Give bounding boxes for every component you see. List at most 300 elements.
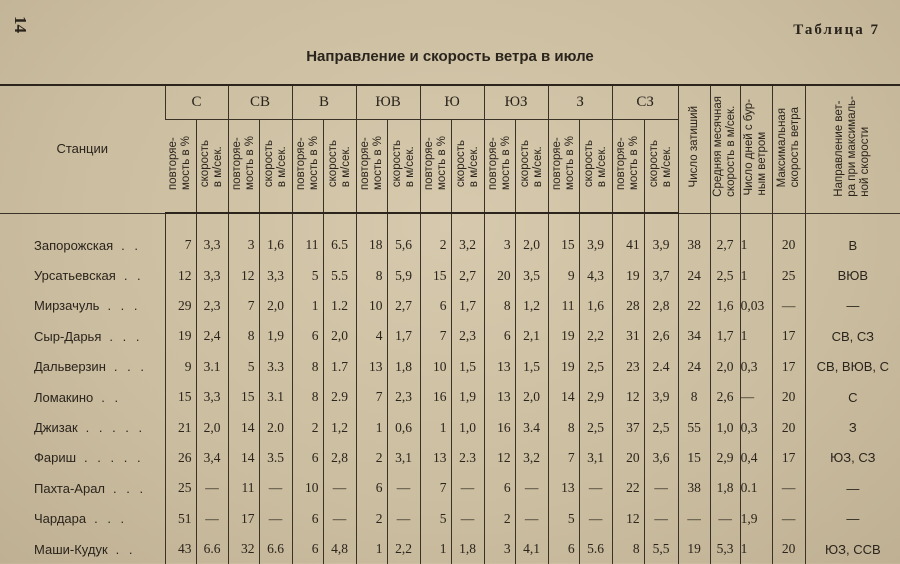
direction-header: СВ [228, 85, 292, 120]
station-name: Запорожская [34, 237, 114, 253]
speed-cell: 1,2 [515, 291, 548, 321]
max-speed-cell: 20 [772, 534, 805, 564]
frequency-cell: 22 [612, 473, 644, 503]
speed-cell: 1,5 [515, 352, 548, 382]
speed-cell: 1.2 [323, 291, 356, 321]
wind-table [0, 84, 900, 564]
storm-days-cell: 1 [740, 230, 772, 260]
speed-cell: 2.3 [451, 443, 484, 473]
frequency-cell: 32 [228, 534, 259, 564]
station-name: Чардара [34, 511, 87, 527]
frequency-cell: 10 [356, 291, 387, 321]
speed-cell: 1,9 [451, 382, 484, 412]
frequency-subheader: повторяе- мость в % [548, 120, 579, 214]
frequency-cell: 7 [165, 230, 196, 260]
mean-speed-header: Средняя месячная скорость в м/сек. [710, 85, 740, 213]
mean-speed-cell: 1,8 [710, 473, 740, 503]
frequency-cell: 8 [612, 534, 644, 564]
mean-speed-cell: 2,9 [710, 443, 740, 473]
table-row [0, 382, 900, 412]
speed-cell: 2,4 [196, 321, 228, 351]
calms-cell: 15 [678, 443, 710, 473]
station-cell [0, 443, 165, 473]
speed-cell: 1.7 [323, 352, 356, 382]
frequency-cell: 2 [484, 504, 515, 534]
station-name: Фариш [34, 450, 77, 466]
max-direction-cell: В [805, 230, 900, 260]
frequency-cell: 20 [612, 443, 644, 473]
table-row [0, 321, 900, 351]
leader-dots: . . [123, 268, 144, 284]
speed-cell: 1,0 [451, 412, 484, 442]
speed-cell: 2,0 [515, 230, 548, 260]
speed-cell: 1,8 [451, 534, 484, 564]
calms-cell: 22 [678, 291, 710, 321]
speed-cell: 3,4 [196, 443, 228, 473]
frequency-cell: 8 [292, 352, 323, 382]
frequency-subheader: повторяе- мость в % [165, 120, 196, 214]
leader-dots: . . . [94, 511, 128, 527]
speed-cell: 5,5 [644, 534, 678, 564]
frequency-cell: 1 [292, 291, 323, 321]
frequency-subheader: повторяе- мость в % [420, 120, 451, 214]
speed-cell: 2,3 [196, 291, 228, 321]
frequency-cell: 23 [612, 352, 644, 382]
frequency-cell: 8 [356, 260, 387, 290]
mean-speed-cell: 1,7 [710, 321, 740, 351]
speed-cell: 2,3 [387, 382, 420, 412]
frequency-cell: 21 [165, 412, 196, 442]
station-name: Ломакино [34, 389, 94, 405]
max-speed-cell: 17 [772, 443, 805, 473]
max-direction-cell: С [805, 382, 900, 412]
mean-speed-cell: 1,6 [710, 291, 740, 321]
speed-cell: 3,9 [644, 382, 678, 412]
speed-cell: 2,3 [451, 321, 484, 351]
frequency-cell: 7 [420, 473, 451, 503]
speed-cell: 1,6 [259, 230, 292, 260]
speed-cell: 2,8 [644, 291, 678, 321]
mean-speed-cell: 5,3 [710, 534, 740, 564]
speed-cell: 3,1 [387, 443, 420, 473]
speed-cell: 4,1 [515, 534, 548, 564]
max-speed-cell: 25 [772, 260, 805, 290]
leader-dots: . . [101, 389, 122, 405]
calms-cell: 34 [678, 321, 710, 351]
calms-cell: — [678, 504, 710, 534]
speed-cell: — [451, 504, 484, 534]
max-direction-cell: ЮЗ, ССВ [805, 534, 900, 564]
station-cell [0, 473, 165, 503]
mean-speed-cell: 2,0 [710, 352, 740, 382]
frequency-cell: 43 [165, 534, 196, 564]
frequency-cell: 5 [548, 504, 579, 534]
frequency-cell: 16 [484, 412, 515, 442]
speed-cell: — [196, 473, 228, 503]
frequency-cell: 6 [356, 473, 387, 503]
frequency-cell: 4 [356, 321, 387, 351]
speed-cell: 0,6 [387, 412, 420, 442]
leader-dots: . . . [113, 480, 147, 496]
speed-cell: — [644, 473, 678, 503]
max-speed-cell: 20 [772, 412, 805, 442]
header-row-directions [0, 85, 900, 120]
frequency-cell: 8 [548, 412, 579, 442]
speed-cell: — [644, 504, 678, 534]
calms-cell: 19 [678, 534, 710, 564]
frequency-cell: 31 [612, 321, 644, 351]
speed-cell: 3,7 [644, 260, 678, 290]
speed-cell: — [259, 473, 292, 503]
frequency-cell: 13 [484, 352, 515, 382]
frequency-cell: 6 [484, 473, 515, 503]
direction-header: С [165, 85, 228, 120]
direction-header: ЮВ [356, 85, 420, 120]
frequency-cell: 18 [356, 230, 387, 260]
frequency-cell: 10 [420, 352, 451, 382]
speed-cell: — [387, 504, 420, 534]
frequency-cell: 6 [484, 321, 515, 351]
speed-cell: 1,5 [451, 352, 484, 382]
frequency-cell: 2 [292, 412, 323, 442]
leader-dots: . . . [107, 298, 141, 314]
frequency-subheader: повторяе- мость в % [292, 120, 323, 214]
frequency-cell: 12 [228, 260, 259, 290]
speed-cell: 2,7 [451, 260, 484, 290]
frequency-cell: 12 [612, 504, 644, 534]
speed-cell: 2,2 [579, 321, 612, 351]
speed-subheader: скорость в м/сек. [196, 120, 228, 214]
speed-cell: 2,5 [579, 412, 612, 442]
frequency-cell: 1 [420, 412, 451, 442]
speed-cell: 3,6 [644, 443, 678, 473]
speed-cell: — [515, 473, 548, 503]
speed-cell: 2,5 [644, 412, 678, 442]
speed-cell: 5.6 [579, 534, 612, 564]
frequency-cell: 1 [356, 412, 387, 442]
frequency-cell: 6 [420, 291, 451, 321]
speed-cell: 1,7 [451, 291, 484, 321]
station-cell [0, 230, 165, 260]
speed-cell: 4,3 [579, 260, 612, 290]
storm-days-cell: 0,03 [740, 291, 772, 321]
frequency-cell: 6 [292, 443, 323, 473]
frequency-cell: 29 [165, 291, 196, 321]
direction-header: СЗ [612, 85, 678, 120]
frequency-cell: 14 [548, 382, 579, 412]
speed-cell: — [196, 504, 228, 534]
direction-header: В [292, 85, 356, 120]
frequency-cell: 19 [548, 321, 579, 351]
storm-days-cell: 1,9 [740, 504, 772, 534]
frequency-cell: 2 [356, 443, 387, 473]
table-row [0, 412, 900, 442]
speed-cell: 2.4 [644, 352, 678, 382]
frequency-cell: 6 [292, 321, 323, 351]
frequency-cell: 6 [292, 504, 323, 534]
leader-dots: . . . . . [84, 450, 144, 466]
table-row [0, 443, 900, 473]
frequency-cell: 41 [612, 230, 644, 260]
calms-cell: 24 [678, 260, 710, 290]
frequency-subheader: повторяе- мость в % [484, 120, 515, 214]
max-speed-cell: — [772, 504, 805, 534]
frequency-cell: 26 [165, 443, 196, 473]
max-direction-header: Направление вет- ра при максималь- ной скорости [805, 85, 900, 213]
speed-cell: 5,6 [387, 230, 420, 260]
frequency-cell: 1 [420, 534, 451, 564]
table-row [0, 504, 900, 534]
max-speed-cell: 20 [772, 382, 805, 412]
frequency-cell: 11 [228, 473, 259, 503]
speed-cell: 2,9 [579, 382, 612, 412]
frequency-cell: 2 [356, 504, 387, 534]
speed-cell: — [579, 473, 612, 503]
speed-cell: 2,6 [644, 321, 678, 351]
speed-cell: 6.5 [323, 230, 356, 260]
station-name: Мирзачуль [34, 298, 100, 314]
station-name: Джизак [34, 420, 78, 436]
leader-dots: . . . [109, 328, 143, 344]
speed-cell: 1,2 [323, 412, 356, 442]
max-speed-cell: 17 [772, 321, 805, 351]
storm-days-cell: 0.1 [740, 473, 772, 503]
storm-days-cell: — [740, 382, 772, 412]
speed-subheader: скорость в м/сек. [387, 120, 420, 214]
frequency-cell: 12 [612, 382, 644, 412]
frequency-cell: 14 [228, 443, 259, 473]
frequency-cell: 7 [228, 291, 259, 321]
frequency-subheader: повторяе- мость в % [228, 120, 259, 214]
speed-cell: 1,9 [259, 321, 292, 351]
table-row [0, 534, 900, 564]
frequency-cell: 3 [484, 534, 515, 564]
frequency-cell: 15 [420, 260, 451, 290]
mean-speed-cell: 2,5 [710, 260, 740, 290]
speed-subheader: скорость в м/сек. [451, 120, 484, 214]
frequency-cell: 7 [356, 382, 387, 412]
max-speed-header: Максимальная скорость ветра [772, 85, 805, 213]
frequency-cell: 7 [548, 443, 579, 473]
frequency-cell: 25 [165, 473, 196, 503]
speed-cell: 3,5 [515, 260, 548, 290]
speed-cell: 3.1 [259, 382, 292, 412]
station-cell [0, 260, 165, 290]
mean-speed-cell: 2,7 [710, 230, 740, 260]
station-cell [0, 291, 165, 321]
station-name: Маши-Кудук [34, 541, 108, 557]
page-number: 14 [11, 16, 30, 33]
direction-header: Ю [420, 85, 484, 120]
leader-dots: . . . [113, 359, 147, 375]
speed-cell: 5.5 [323, 260, 356, 290]
station-cell [0, 412, 165, 442]
direction-header: ЮЗ [484, 85, 548, 120]
leader-dots: . . [115, 541, 136, 557]
calms-header: Число затиший [678, 85, 710, 213]
max-direction-cell: З [805, 412, 900, 442]
frequency-cell: 1 [356, 534, 387, 564]
frequency-cell: 20 [484, 260, 515, 290]
station-name: Дальверзин [34, 359, 106, 375]
speed-cell: — [259, 504, 292, 534]
speed-cell: 3,3 [196, 382, 228, 412]
station-header: Станции [0, 85, 165, 213]
calms-cell: 24 [678, 352, 710, 382]
frequency-cell: 10 [292, 473, 323, 503]
speed-cell: — [579, 504, 612, 534]
frequency-subheader: повторяе- мость в % [612, 120, 644, 214]
frequency-cell: 11 [548, 291, 579, 321]
speed-cell: 3,9 [644, 230, 678, 260]
storm-days-cell: 0,4 [740, 443, 772, 473]
frequency-cell: 16 [420, 382, 451, 412]
mean-speed-cell: 2,6 [710, 382, 740, 412]
frequency-cell: 3 [484, 230, 515, 260]
frequency-cell: 13 [420, 443, 451, 473]
frequency-cell: 5 [420, 504, 451, 534]
frequency-cell: 9 [548, 260, 579, 290]
speed-cell: 3.4 [515, 412, 548, 442]
speed-cell: 3.3 [259, 352, 292, 382]
station-name: Урсатьевская [34, 268, 116, 284]
calms-cell: 55 [678, 412, 710, 442]
speed-cell: 1,8 [387, 352, 420, 382]
speed-subheader: скорость в м/сек. [323, 120, 356, 214]
storm-days-cell: 1 [740, 534, 772, 564]
frequency-cell: 12 [484, 443, 515, 473]
speed-cell: 3,3 [196, 260, 228, 290]
frequency-cell: 37 [612, 412, 644, 442]
frequency-cell: 19 [612, 260, 644, 290]
frequency-cell: 11 [292, 230, 323, 260]
speed-cell: 1,6 [579, 291, 612, 321]
max-direction-cell: СВ, ВЮВ, С [805, 352, 900, 382]
calms-cell: 38 [678, 473, 710, 503]
table-row [0, 260, 900, 290]
speed-cell: 2,1 [515, 321, 548, 351]
frequency-cell: 17 [228, 504, 259, 534]
speed-cell: 6.6 [196, 534, 228, 564]
speed-subheader: скорость в м/сек. [579, 120, 612, 214]
speed-cell: 3.1 [196, 352, 228, 382]
speed-cell: 2,5 [579, 352, 612, 382]
table-title: Направление и скорость ветра в июле [306, 48, 594, 65]
calms-cell: 8 [678, 382, 710, 412]
frequency-cell: 28 [612, 291, 644, 321]
frequency-cell: 5 [292, 260, 323, 290]
station-cell [0, 321, 165, 351]
speed-cell: 4,8 [323, 534, 356, 564]
max-direction-cell: — [805, 473, 900, 503]
speed-cell: 2.0 [259, 412, 292, 442]
speed-cell: — [387, 473, 420, 503]
speed-cell: 2,7 [387, 291, 420, 321]
frequency-cell: 19 [548, 352, 579, 382]
frequency-cell: 6 [548, 534, 579, 564]
table-row [0, 230, 900, 260]
frequency-cell: 13 [356, 352, 387, 382]
storm-days-cell: 0,3 [740, 352, 772, 382]
frequency-cell: 14 [228, 412, 259, 442]
frequency-cell: 19 [165, 321, 196, 351]
station-cell [0, 352, 165, 382]
speed-cell: 2.9 [323, 382, 356, 412]
max-speed-cell: 20 [772, 230, 805, 260]
speed-cell: 2,0 [196, 412, 228, 442]
max-speed-cell: — [772, 473, 805, 503]
max-direction-cell: — [805, 504, 900, 534]
storm-days-cell: 1 [740, 321, 772, 351]
speed-cell: 3,3 [196, 230, 228, 260]
table-label: Таблица 7 [793, 22, 880, 38]
mean-speed-cell: 1,0 [710, 412, 740, 442]
speed-cell: — [323, 504, 356, 534]
speed-cell: 2,0 [515, 382, 548, 412]
frequency-cell: 5 [228, 352, 259, 382]
frequency-cell: 8 [228, 321, 259, 351]
speed-subheader: скорость в м/сек. [644, 120, 678, 214]
frequency-cell: 15 [165, 382, 196, 412]
storm-days-cell: 1 [740, 260, 772, 290]
station-name: Сыр-Дарья [34, 328, 102, 344]
table-row [0, 473, 900, 503]
frequency-cell: 12 [165, 260, 196, 290]
frequency-cell: 9 [165, 352, 196, 382]
frequency-cell: 6 [292, 534, 323, 564]
speed-cell: 3,2 [515, 443, 548, 473]
frequency-cell: 13 [484, 382, 515, 412]
speed-cell: 3,9 [579, 230, 612, 260]
speed-cell: — [451, 473, 484, 503]
speed-subheader: скорость в м/сек. [515, 120, 548, 214]
calms-cell: 38 [678, 230, 710, 260]
speed-cell: 3,2 [451, 230, 484, 260]
frequency-cell: 3 [228, 230, 259, 260]
frequency-cell: 13 [548, 473, 579, 503]
station-cell [0, 382, 165, 412]
max-speed-cell: 17 [772, 352, 805, 382]
leader-dots: . . [121, 237, 141, 253]
frequency-cell: 15 [548, 230, 579, 260]
speed-cell: 2,8 [323, 443, 356, 473]
table-row [0, 291, 900, 321]
speed-cell: 3,3 [259, 260, 292, 290]
max-direction-cell: — [805, 291, 900, 321]
frequency-cell: 51 [165, 504, 196, 534]
speed-cell: 3,1 [579, 443, 612, 473]
frequency-cell: 7 [420, 321, 451, 351]
max-direction-cell: СВ, СЗ [805, 321, 900, 351]
frequency-cell: 8 [292, 382, 323, 412]
max-direction-cell: ВЮВ [805, 260, 900, 290]
frequency-cell: 8 [484, 291, 515, 321]
station-cell [0, 534, 165, 564]
speed-cell: — [515, 504, 548, 534]
speed-cell: 2,0 [323, 321, 356, 351]
speed-cell: 2,2 [387, 534, 420, 564]
speed-cell: 1,7 [387, 321, 420, 351]
speed-cell: 2,0 [259, 291, 292, 321]
speed-cell: 5,9 [387, 260, 420, 290]
storm-days-cell: 0,3 [740, 412, 772, 442]
frequency-cell: 15 [228, 382, 259, 412]
table-row [0, 352, 900, 382]
max-direction-cell: ЮЗ, СЗ [805, 443, 900, 473]
station-cell [0, 504, 165, 534]
frequency-cell: 2 [420, 230, 451, 260]
speed-cell: 6.6 [259, 534, 292, 564]
